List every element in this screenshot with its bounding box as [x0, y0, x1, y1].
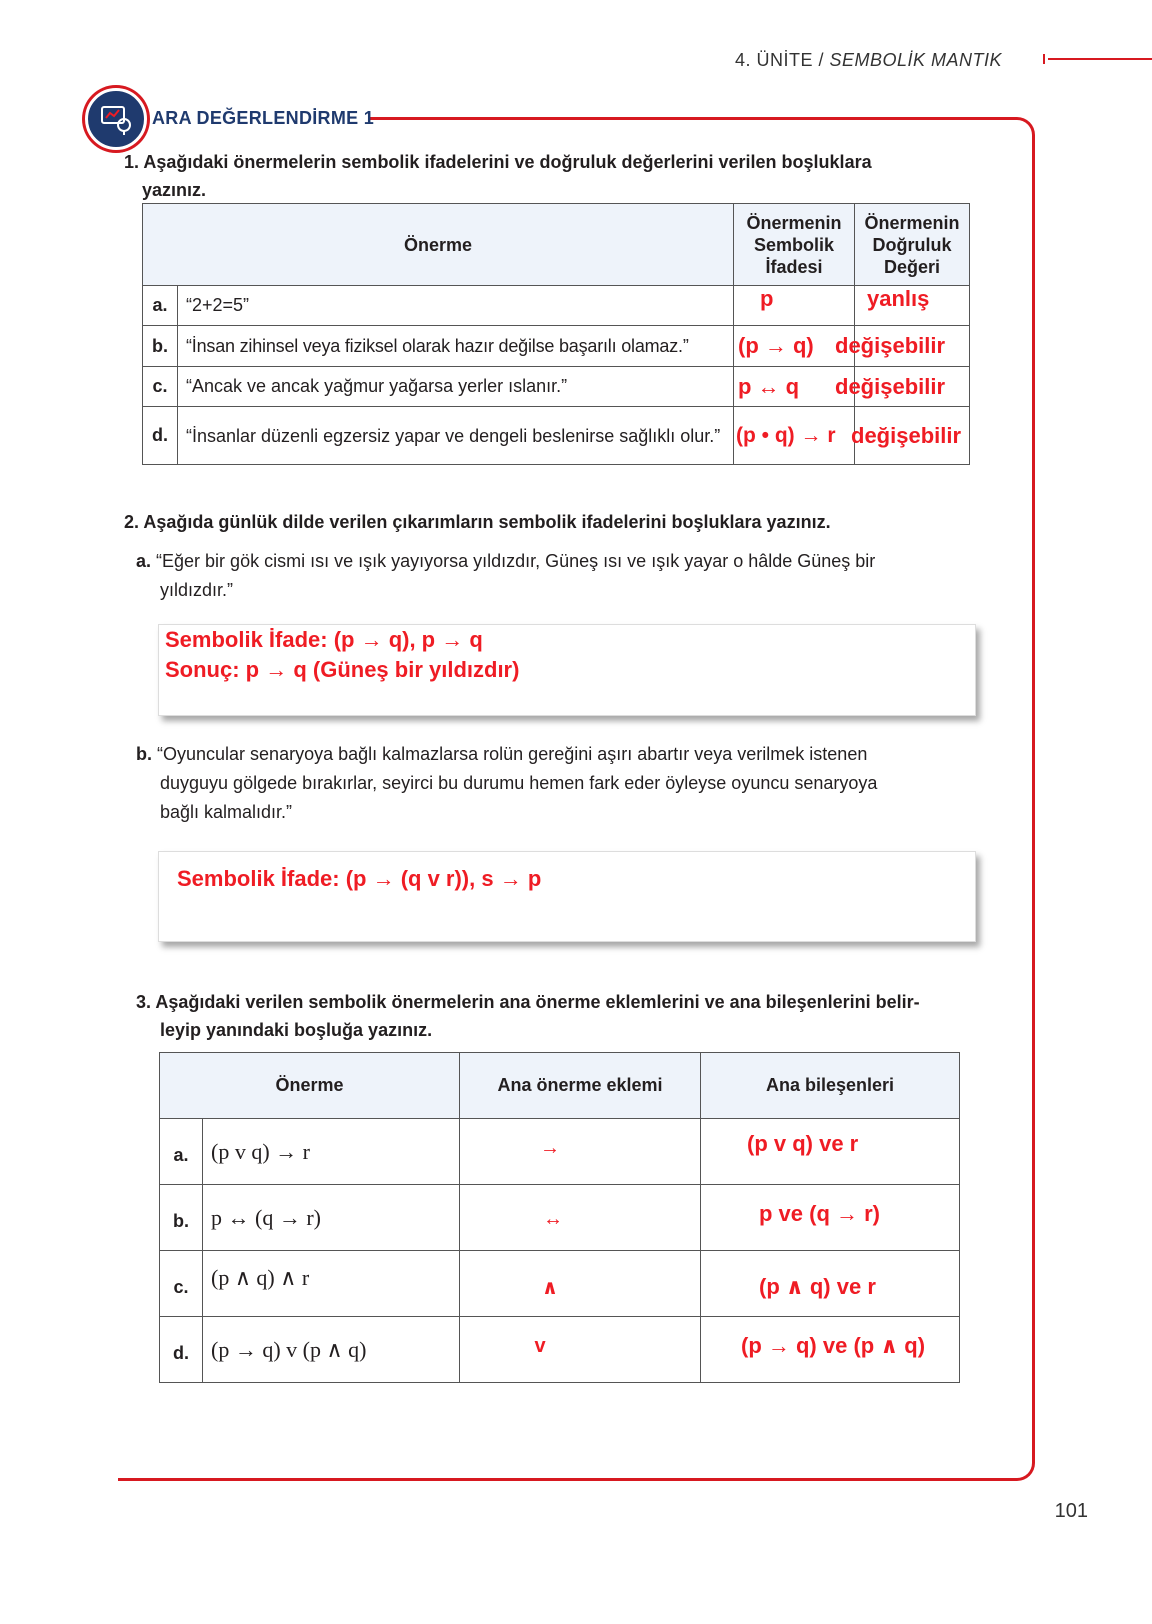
q2-prompt: 2. Aşağıda günlük dilde verilen çıkarımların sembolik ifadelerini boşluklara yazınız. — [124, 512, 831, 532]
q3-prompt-line2: leyip yanındaki boşluğa yazınız. — [160, 1020, 433, 1040]
q2a-answer-line2: Sonuç: p → q (Güneş bir yıldızdır) — [165, 657, 520, 682]
q2a-line2: yıldızdır.” — [160, 580, 234, 600]
q2a-label: a. — [136, 551, 152, 571]
page-number: 101 — [1054, 1500, 1088, 1522]
section-title: ARA DEĞERLENDİRME 1 — [152, 108, 375, 128]
row-label: a. — [160, 1119, 203, 1185]
q2b-line2: duyguyu gölgede bırakırlar, seyirci bu durumu hemen fark eder öyleyse oyuncu senaryoya — [160, 773, 878, 793]
q1-table — [142, 203, 970, 465]
row-components: (p ∧ q) ve r — [701, 1251, 960, 1317]
row-label: d. — [160, 1317, 203, 1383]
q2b-answer-box[interactable] — [158, 851, 976, 942]
table-row — [160, 1251, 960, 1317]
q2b-answer: Sembolik İfade: (p → (q v r)), s → p — [177, 866, 542, 891]
row-truth: yanlış — [855, 286, 970, 326]
table-header-row — [143, 204, 970, 286]
q1-prompt-line2: yazınız. — [142, 180, 207, 200]
header-components: Ana bileşenleri — [701, 1053, 960, 1119]
table-row — [160, 1317, 960, 1383]
row-label: a. — [143, 286, 178, 326]
row-label: b. — [143, 326, 178, 367]
row-symbolic: (p • q) → r — [734, 407, 855, 465]
header-statement: Önerme — [160, 1053, 460, 1119]
q3-table — [159, 1052, 960, 1383]
header-truth — [855, 204, 970, 286]
row-components: p ve (q → r) — [701, 1185, 960, 1251]
row-truth — [851, 407, 970, 465]
row-truth-value: değişebilir — [835, 373, 946, 399]
row-truth — [835, 367, 970, 407]
unit-title: SEMBOLİK MANTIK — [829, 50, 1002, 70]
row-label: d. — [143, 407, 178, 465]
running-header — [735, 50, 1002, 71]
header-truth-l1: Önermenin — [864, 212, 960, 233]
table-row — [160, 1119, 960, 1185]
q3-prompt — [136, 988, 976, 1044]
header-truth-l2: Doğruluk — [872, 234, 952, 255]
q2b-line1: “Oyuncular senaryoya bağlı kalmazlarsa rolün gereğini aşırı abartır veya verilmek istenen — [157, 744, 868, 764]
row-symbolic: p — [734, 286, 855, 326]
q2a-text — [136, 547, 976, 605]
q2a-line1: “Eğer bir gök cismi ısı ve ışık yayıyorsa yıldızdır, Güneş ısı ve ışık yayar o hâlde Güneş bir — [156, 551, 876, 571]
header-rule-tick — [1043, 54, 1045, 64]
row-label: b. — [160, 1185, 203, 1251]
q2b-label: b. — [136, 744, 152, 764]
header-symbolic-l1: Önermenin — [746, 212, 842, 233]
header-symbolic-l2: Sembolik — [753, 234, 835, 255]
row-expression: p ↔ (q → r) — [203, 1185, 460, 1251]
q2a-answer-line1: Sembolik İfade: (p → q), p → q — [165, 627, 483, 652]
q2a-answer-box[interactable] — [158, 624, 976, 716]
row-truth-value: değişebilir — [835, 333, 946, 358]
header-truth-l3: Değeri — [883, 256, 941, 277]
row-symbolic: (p → q) — [734, 326, 855, 367]
row-connective: v — [460, 1317, 701, 1383]
table-row — [143, 367, 970, 407]
header-rule — [1048, 58, 1152, 60]
row-expression: (p ∧ q) ∧ r — [203, 1251, 460, 1317]
row-connective: ∧ — [460, 1251, 701, 1317]
assessment-icon — [98, 101, 134, 137]
row-statement: “İnsanlar düzenli egzersiz yapar ve dengeli beslenirse sağlıklı olur.” — [178, 407, 734, 465]
row-components: (p v q) ve r — [701, 1119, 960, 1185]
row-statement: “2+2=5” — [178, 286, 734, 326]
row-label: c. — [160, 1251, 203, 1317]
table-row — [143, 326, 970, 367]
unit-label: 4. ÜNİTE / — [734, 50, 830, 70]
row-connective: → — [460, 1119, 701, 1185]
q2b-line3: bağlı kalmalıdır.” — [160, 802, 293, 822]
row-truth — [835, 326, 970, 367]
q3-prompt-line1: 3. Aşağıdaki verilen sembolik önermelerin ana önerme eklemlerini ve ana bileşenlerini belir- — [136, 992, 920, 1012]
row-truth-value: değişebilir — [851, 422, 962, 448]
row-statement: “İnsan zihinsel veya fiziksel olarak hazır değilse başarılı olamaz.” — [178, 326, 734, 367]
q1-prompt-line1: 1. Aşağıdaki önermelerin sembolik ifadelerini ve doğruluk değerlerini verilen boşluklara — [124, 152, 872, 172]
row-statement: “Ancak ve ancak yağmur yağarsa yerler ıslanır.” — [178, 367, 734, 407]
header-symbolic — [734, 204, 855, 286]
header-symbolic-l3: İfadesi — [765, 256, 823, 277]
table-row — [143, 407, 970, 465]
header-connective: Ana önerme eklemi — [460, 1053, 701, 1119]
row-label: c. — [143, 367, 178, 407]
table-row — [143, 286, 970, 326]
table-header-row — [160, 1053, 960, 1119]
row-symbolic: p ↔ q — [734, 367, 855, 407]
q1-prompt — [124, 148, 872, 204]
row-expression: (p v q) → r — [203, 1119, 460, 1185]
q2b-text — [136, 740, 976, 827]
table-row — [160, 1185, 960, 1251]
section-badge — [85, 88, 147, 150]
row-expression: (p → q) v (p ∧ q) — [203, 1317, 460, 1383]
header-statement: Önerme — [143, 204, 734, 286]
row-connective: ↔ — [460, 1185, 701, 1251]
row-components: (p → q) ve (p ∧ q) — [701, 1317, 960, 1383]
